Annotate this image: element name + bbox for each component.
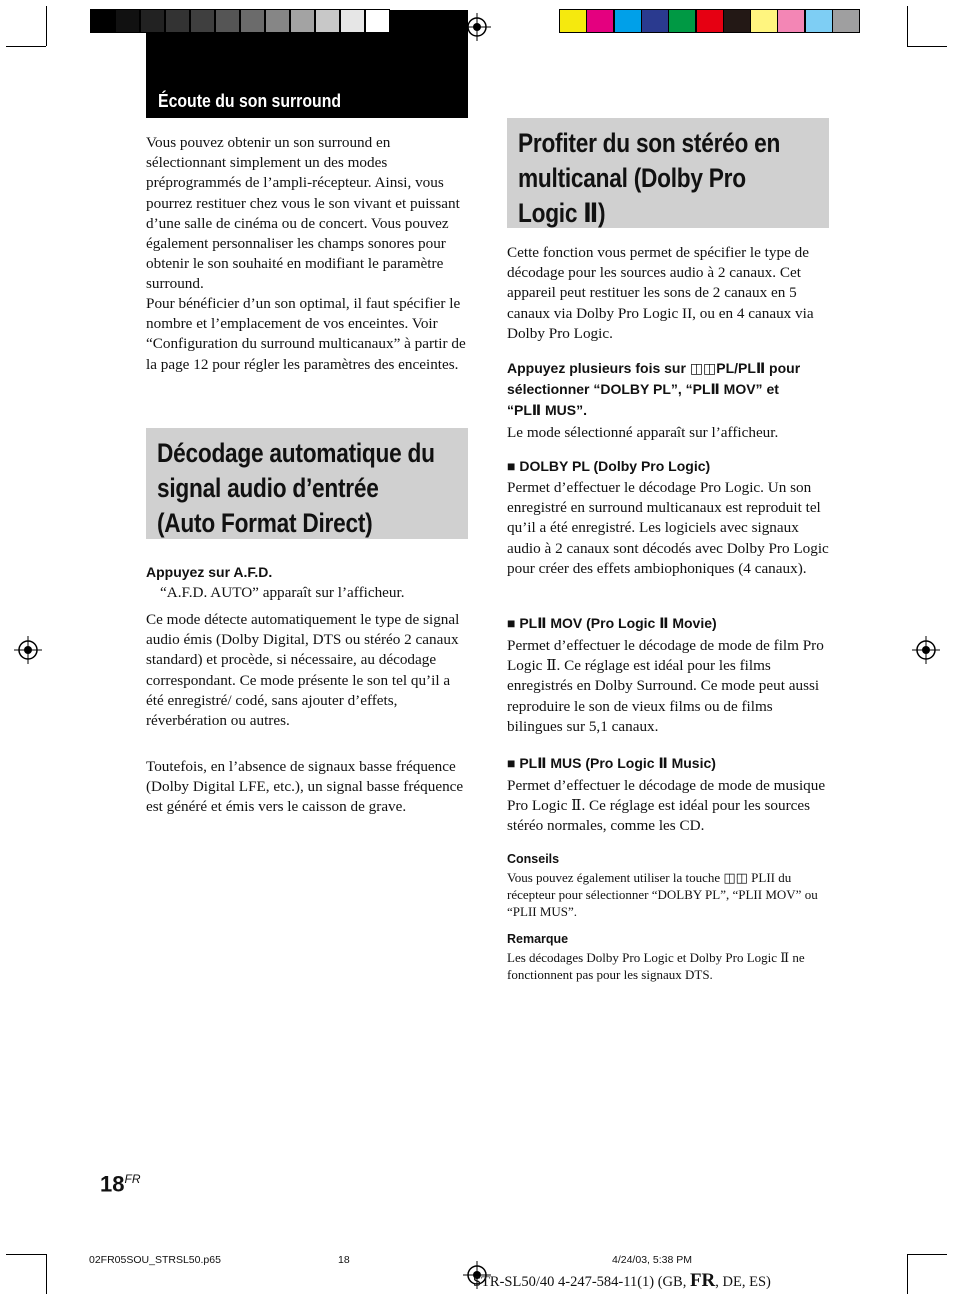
- color-swatch: [805, 9, 833, 33]
- color-swatch: [696, 9, 724, 33]
- footer-date: 4/24/03, 5:38 PM: [612, 1254, 692, 1266]
- footer-page: 18: [338, 1254, 350, 1266]
- gray-swatch: [290, 9, 315, 33]
- footer-file: 02FR05SOU_STRSL50.p65: [89, 1254, 221, 1266]
- mode-title-dolby-pl: ■ DOLBY PL (Dolby Pro Logic): [507, 458, 711, 474]
- intro-paragraph: Pour bénéficier d’un son optimal, il faut spécifier le nombre et l’emplacement de vos enceintes. Voir “Configuration du surround multicanaux” à partir de la page 12 pour régler les paramètres des enceintes.: [146, 295, 466, 373]
- gray-swatch: [90, 9, 115, 33]
- mode-body: Permet d’effectuer le décodage de mode de film Pro Logic Ⅱ. Ce réglage est idéal pour les films enregistrés en Dolby Surround. Ce mode peut aussi reproduire le son de vieux films ou de films bilingues sur 5,1 canaux.: [507, 637, 824, 735]
- color-swatch: [586, 9, 614, 33]
- gray-swatch: [140, 9, 165, 33]
- color-swatch: [723, 9, 751, 33]
- color-swatch: [641, 9, 669, 33]
- crop-mark: [907, 6, 908, 46]
- heading-line: multicanal (Dolby Pro: [518, 163, 746, 193]
- mode-title-pl2-mus: ■ PLⅡ MUS (Pro Logic Ⅱ Music): [507, 755, 716, 771]
- gray-swatch: [365, 9, 390, 33]
- crop-mark: [907, 46, 947, 47]
- note-title: Remarque: [507, 932, 569, 946]
- gray-swatch: [165, 9, 190, 33]
- color-swatch: [777, 9, 805, 33]
- section-title: Écoute du son surround: [158, 91, 342, 111]
- page-number: [100, 1166, 140, 1197]
- note-body: Les décodages Dolby Pro Logic et Dolby Pro Logic Ⅱ ne fonctionnent pas pour les signaux DTS.: [507, 950, 805, 982]
- color-swatch: [750, 9, 778, 33]
- heading-line: (Auto Format Direct): [157, 508, 373, 538]
- mode-title-pl2-mov: ■ PLⅡ MOV (Pro Logic Ⅱ Movie): [507, 615, 717, 631]
- instruction-afd: Appuyez sur A.F.D.: [146, 564, 273, 580]
- instruction-result: “A.F.D. AUTO” apparaît sur l’afficheur.: [160, 584, 405, 601]
- heading-line: signal audio d’entrée: [157, 473, 379, 503]
- registration-mark-icon: [14, 636, 42, 664]
- gray-swatch: [115, 9, 140, 33]
- instruction-pl: Appuyez plusieurs fois sur ◫◫PL/PLⅡ pour sélectionner “DOLBY PL”, “PLⅡ MOV” et “PLⅡ MUS”.: [507, 360, 801, 418]
- crop-mark: [907, 1254, 908, 1294]
- gray-swatch: [265, 9, 290, 33]
- gray-swatch: [190, 9, 215, 33]
- tips-title: Conseils: [507, 852, 560, 866]
- tips-body: Vous pouvez également utiliser la touche ◫◫ PLII du récepteur pour sélectionner “DOLBY PL”, “PLII MOV” ou “PLII MUS”.: [507, 870, 818, 919]
- heading-box: [146, 428, 468, 539]
- heading-box: [507, 118, 829, 228]
- body-paragraph: Toutefois, en l’absence de signaux basse fréquence (Dolby Digital LFE, etc.), un signal basse fréquence est généré et émis vers le caisson de grave.: [146, 758, 464, 816]
- page-language: FR: [124, 1172, 141, 1186]
- intro-paragraph: Vous pouvez obtenir un son surround en sélectionnant simplement un des modes préprogrammés de l’ampli-récepteur. Ainsi, vous pourrez restituer chez vous le son vivant et puissant d’une salle de cinéma ou de concert. Vous pouvez également personnaliser les champs sonores pour obtenir le son souhaité en modifiant le paramètre surround.: [146, 134, 460, 293]
- crop-mark: [6, 1254, 46, 1255]
- instruction-result: Le mode sélectionné apparaît sur l’afficheur.: [507, 424, 779, 441]
- body-paragraph: Ce mode détecte automatiquement le type de signal audio émis (Dolby Digital, DTS ou stéréo 2 canaux standard) et procède, si nécessaire, au décodage correspondant. Ce mode présente le son tel qu’il a été enregistré/ codé, sans ajouter d’effets, réverbération ou autres.: [146, 611, 460, 730]
- heading-pro-logic: [518, 126, 780, 231]
- footer-model: [473, 1270, 771, 1292]
- mode-body: Permet d’effectuer le décodage Pro Logic. Un son enregistré en surround multicanaux est reproduit tel qu’il a été enregistré. Les logiciels avec signaux audio à 2 canaux sont décodés avec Dolby Pro Logic pour créer des effets ambiophoniques (4 canaux).: [507, 479, 829, 577]
- footer-model-prefix: STR-SL50/40 4-247-584-11(1) (GB,: [473, 1274, 690, 1290]
- gray-swatch: [215, 9, 240, 33]
- registration-mark-icon: [912, 636, 940, 664]
- crop-mark: [6, 46, 46, 47]
- heading-afd: [157, 436, 435, 541]
- gray-swatch: [315, 9, 340, 33]
- gray-swatch: [240, 9, 265, 33]
- heading-line: Logic Ⅱ): [518, 198, 606, 228]
- crop-mark: [46, 1254, 47, 1294]
- footer-model-suffix: , DE, ES): [715, 1274, 771, 1290]
- color-swatch: [559, 9, 587, 33]
- color-swatch: [832, 9, 860, 33]
- mode-body: Permet d’effectuer le décodage de mode de musique Pro Logic Ⅱ. Ce réglage est idéal pour les sources stéréo normales, comme les CD.: [507, 777, 826, 835]
- heading-line: Décodage automatique du: [157, 438, 435, 468]
- intro-paragraph: Cette fonction vous permet de spécifier le type de décodage pour les sources audio à 2 canaux. Cet appareil peut restituer les sons de 2 canaux en 5 canaux via Dolby Pro Logic II, ou en 4 canaux via Dolby Pro Logic.: [507, 244, 814, 342]
- color-swatch: [614, 9, 642, 33]
- footer-model-lang: FR: [689, 1270, 716, 1291]
- page-number-value: 18: [100, 1171, 125, 1197]
- crop-mark: [907, 1254, 947, 1255]
- heading-line: Profiter du son stéréo en: [518, 128, 781, 158]
- gray-swatch: [340, 9, 365, 33]
- crop-mark: [46, 6, 47, 46]
- color-swatch: [668, 9, 696, 33]
